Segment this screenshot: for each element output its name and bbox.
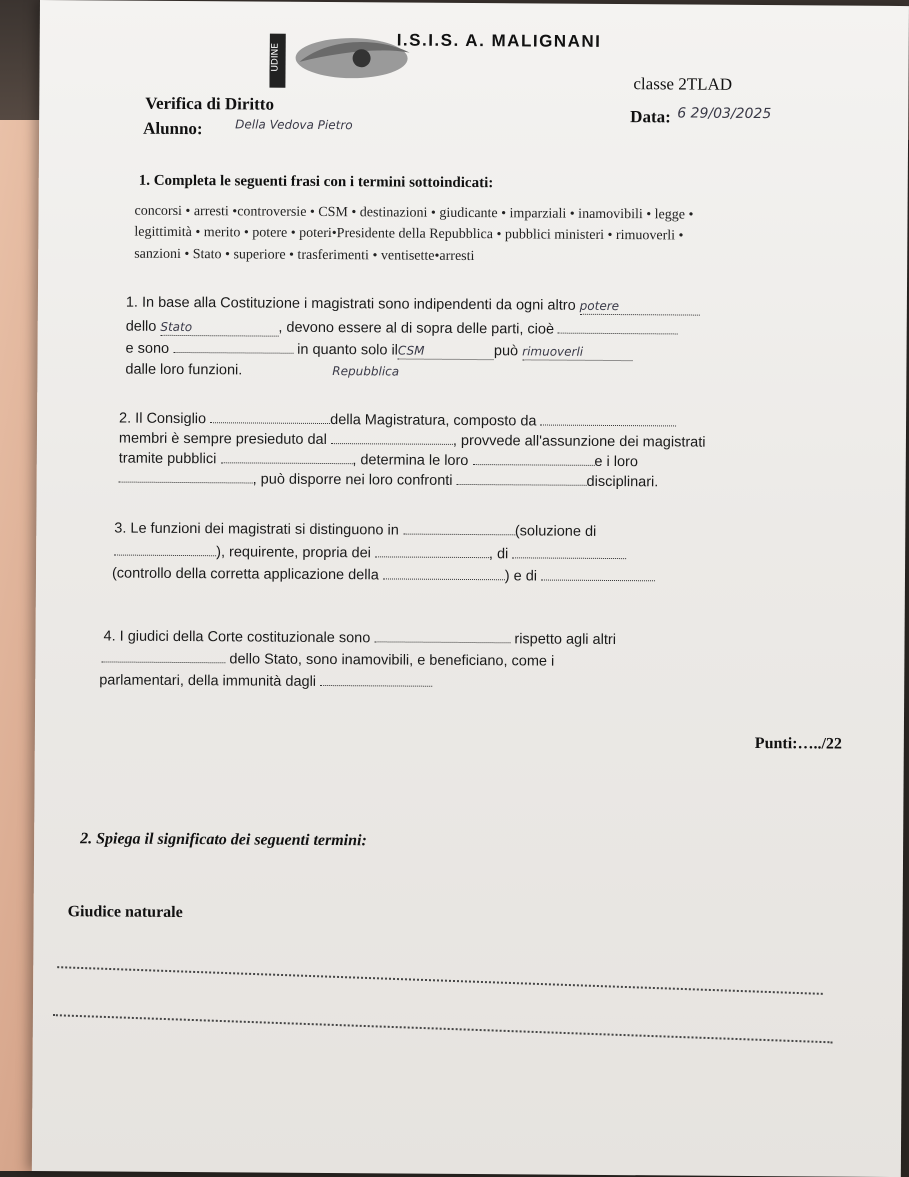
- answer-line: [53, 1014, 833, 1043]
- handwritten-answer: CSM: [397, 343, 425, 358]
- question-2-line: , può disporre nei loro confronti disciplinari.: [119, 471, 659, 491]
- question-4-line: parlamentari, della immunità dagli: [99, 672, 432, 690]
- handwritten-answer: rimuoverli: [522, 344, 584, 359]
- logo-text: UDINE: [270, 43, 281, 72]
- answer-line: [57, 966, 823, 995]
- date-label: Data:: [630, 107, 671, 127]
- terms-line: legittimità • merito • potere • poteri•Presidente della Repubblica • pubblici ministeri • rimuoverli •: [134, 224, 684, 244]
- exercise-2-title: 2. Spiega il significato dei seguenti termini:: [80, 830, 367, 850]
- handwritten-answer: Stato: [160, 319, 193, 335]
- question-1-line: dalle loro funzioni. Repubblica: [125, 361, 400, 379]
- handwritten-answer: Repubblica: [332, 364, 400, 379]
- student-name-handwritten: Della Vedova Pietro: [235, 117, 353, 133]
- question-2-line: membri è sempre presieduto dal , provvede all'assunzione dei magistrati: [118, 430, 706, 451]
- question-4-line: dello Stato, sono inamovibili, e beneficiano, come i: [101, 650, 554, 669]
- student-label: Alunno:: [143, 118, 203, 139]
- school-name: I.S.I.S. A. MALIGNANI: [396, 30, 602, 51]
- class-label: classe 2TLAD: [633, 74, 733, 94]
- question-3-line: 3. Le funzioni dei magistrati si distinguono in (soluzione di: [114, 520, 597, 540]
- date-handwritten: 6 29/03/2025: [677, 105, 772, 123]
- question-2-line: tramite pubblici , determina le loro e i loro: [118, 450, 639, 471]
- worksheet-page: [32, 0, 909, 1177]
- score-label: Punti:…../22: [754, 735, 843, 753]
- question-1-line: dello Stato , devono essere al di sopra delle parti, cioè: [126, 319, 678, 340]
- handwritten-answer: potere: [579, 298, 620, 314]
- question-2-line: 2. Il Consiglio della Magistratura, composto da: [119, 411, 677, 431]
- question-4-line: 4. I giudici della Corte costituzionale sono rispetto agli altri: [103, 628, 617, 649]
- terms-line: sanzioni • Stato • superiore • trasferimenti • ventisette•arresti: [134, 246, 475, 265]
- terms-line: concorsi • arresti •controversie • CSM • destinazioni • giudicante • imparziali • inamovibili • legge •: [134, 203, 694, 223]
- question-1-line: e sono in quanto solo ilCSM può rimuoverli: [126, 341, 633, 362]
- term-giudice-naturale: Giudice naturale: [67, 903, 183, 922]
- exercise-1-title: 1. Completa le seguenti frasi con i termini sottoindicati:: [138, 172, 494, 192]
- question-3-line: (controllo della corretta applicazione della ) e di: [112, 566, 655, 586]
- question-3-line: ), requirente, propria dei , di: [114, 544, 626, 564]
- question-1-line: 1. In base alla Costituzione i magistrati sono indipendenti da ogni altro potere: [126, 295, 700, 316]
- test-title: Verifica di Diritto: [145, 93, 275, 114]
